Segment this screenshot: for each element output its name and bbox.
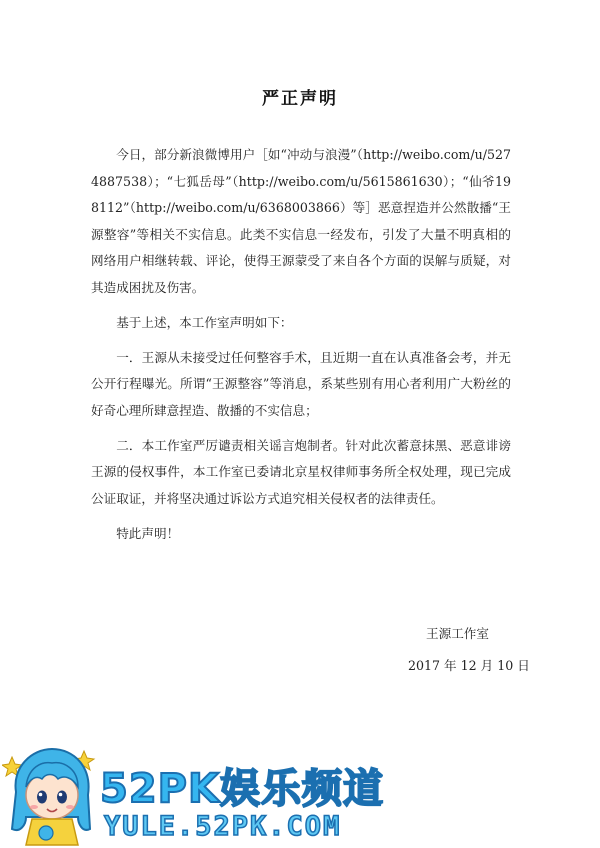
signature-date: 2017 年 12 月 10 日 [408,658,530,673]
site-watermark [0,735,600,848]
mascot-girl-icon [2,737,100,847]
watermark-url: YULE.52PK.COM [104,811,342,842]
signer-name: 王源工作室 [426,626,489,641]
paragraph-intro: 今日，部分新浪微博用户［如“冲动与浪漫”（http://weibo.com/u/5274887538）；“七狐岳母”（http://weibo.com/u/5615861630）；“仙爷198112”（http://weibo.com/u/6368003866）等］恶意捏造并公然散播“王源整容”等相关不实信息。此类不实信息一经发布，引发了大量不明真相的网络用户相继转载、评论，使得王源蒙受了来自各个方面的误解与质疑，对其造成困扰及伤害。 [91,147,511,295]
document-title: 严正声明 [262,89,338,109]
watermark-title: 52PK娱乐频道 [100,766,384,812]
paragraph-point-two: 二．本工作室严厉谴责相关谣言炮制者。针对此次蓄意抹黑、恶意诽谤王源的侵权事件，本工作室已委请北京星权律师事务所全权处理，现已完成公证取证，并将坚决通过诉讼方式追究相关侵权者的法律责任。 [91,437,511,506]
paragraph-point-one: 一．王源从未接受过任何整容手术，且近期一直在认真准备会考，并无公开行程曝光。所谓“王源整容”等消息，系某些别有用心者利用广大粉丝的好奇心理所肆意捏造、散播的不实信息； [91,349,511,418]
paragraph-basis: 基于上述，本工作室声明如下： [116,314,293,330]
paragraph-closing: 特此声明！ [116,525,180,541]
document-body [91,142,511,556]
